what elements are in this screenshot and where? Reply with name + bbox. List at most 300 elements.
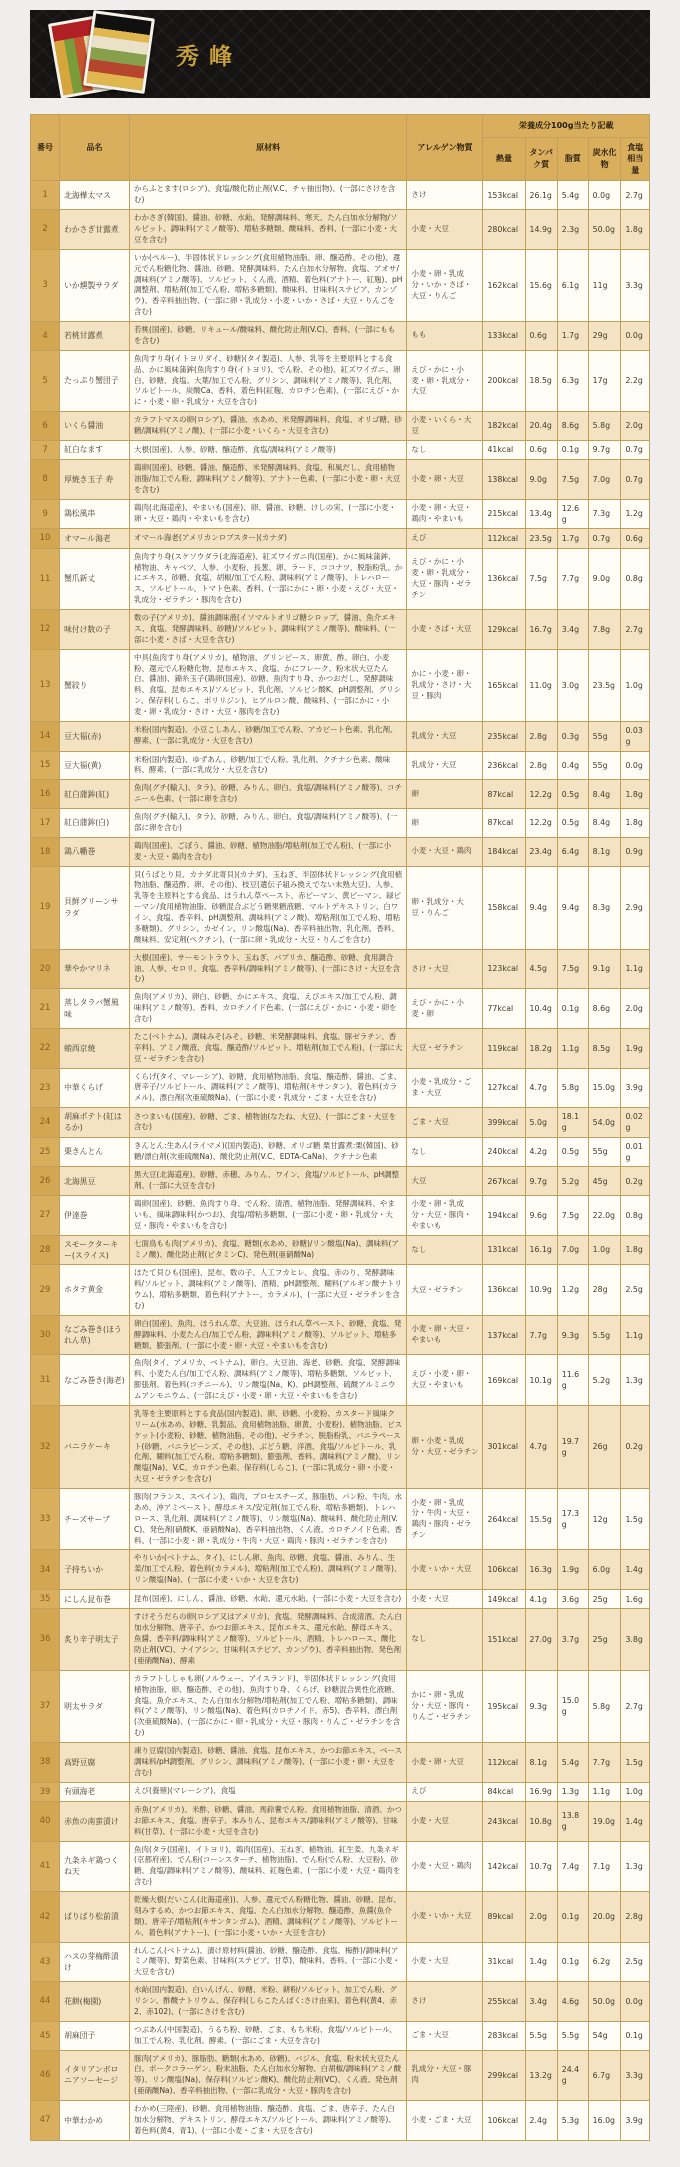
ingredients-cell: いか(ペルー)、半固体状ドレッシング(食用植物油脂、卵、醸造酢、その他)、還元でん粉糖化物、醤油、砂糖、発酵調味料、たん白加水分解物、食塩、アオサ/調味料(アミノ酸等)、ソルビット、くん液、酒精、着色料(アナトー、紅麹)、pH調整剤、増粘剤(加工でん粉、増粘多糖類)、酸味料、甘味料(ステビア、カンゾウ)、香辛料抽出物、(一部に卵・乳成分・小麦・いか・さば・大豆・りんごを含む) [130,249,407,321]
energy-cell: 165kcal [483,649,525,721]
carb-cell: 17g [588,350,621,411]
carb-cell: 12g [588,1489,621,1550]
energy-cell: 299kcal [483,2050,525,2101]
product-info-table [30,114,650,2141]
allergen-cell: 卵・小麦・乳成分・大豆・ゼラチン [407,1405,483,1488]
allergen-cell: 小麦・大豆・鶏肉 [407,1841,483,1892]
ingredients-cell: 魚肉(アメリカ)、卵白、砂糖、かにエキス、食塩、えびエキス/加工でん粉、調味料(アミノ酸等)、香料、カロチノイド色素、(一部にえび・かに・小麦・卵を含む) [130,989,407,1029]
product-name-cell: たっぷり蟹団子 [60,350,130,411]
fat-cell: 0.1g [557,1942,588,1982]
carb-cell: 6.0g [588,1550,621,1590]
protein-cell: 9.6g [525,1196,557,1236]
carb-cell: 8.4g [588,780,621,809]
energy-cell: 236kcal [483,751,525,780]
energy-cell: 283kcal [483,2021,525,2050]
protein-cell: 27.0g [525,1609,557,1670]
row-number-cell: 26 [31,1167,60,1196]
carb-cell: 23.5g [588,649,621,721]
table-row [31,1405,650,1488]
row-number-cell: 16 [31,780,60,809]
protein-cell: 18.2g [525,1028,557,1068]
energy-cell: 136kcal [483,1265,525,1316]
salt-cell: 1.8g [621,809,650,838]
salt-cell: 2.5g [621,1265,650,1316]
carb-cell: 7.0g [588,460,621,500]
energy-cell: 136kcal [483,548,525,609]
table-row [31,548,650,609]
fat-cell: 18.1g [557,1108,588,1138]
fat-cell: 0.4g [557,751,588,780]
carb-cell: 5.5g [588,1315,621,1355]
ingredients-cell: 鶏卵(国産)、砂糖、魚肉すり身、でん粉、清酒、植物油脂、発酵調味料、やまいも、風味調味料(かつお)、食塩/増粘多糖類、(一部に小麦・卵・乳成分・大豆・豚肉・やまいもを含む) [130,1196,407,1236]
fat-cell: 0.5g [557,780,588,809]
allergen-cell: かに・小麦・卵・乳成分・さけ・大豆・豚肉 [407,649,483,721]
energy-cell: 215kcal [483,499,525,529]
fat-cell: 3.4g [557,610,588,650]
salt-cell: 0.0g [621,751,650,780]
product-name-cell: わかさぎ甘露煮 [60,210,130,250]
ingredients-cell: 魚肉(グチ(輸入)、タラ)、砂糖、みりん、卵白、食塩/調味料(アミノ酸等)、(一部に卵を含む) [130,809,407,838]
allergen-cell: えび [407,1782,483,1801]
allergen-cell: さけ・大豆 [407,949,483,989]
carb-cell: 50.0g [588,1982,621,2022]
column-header-protein: タンパク質 [525,137,557,181]
row-number-cell: 36 [31,1609,60,1670]
carb-cell: 55g [588,721,621,751]
fat-cell: 8.6g [557,412,588,441]
salt-cell: 1.6g [621,1590,650,1609]
fat-cell: 3.7g [557,1609,588,1670]
energy-cell: 31kcal [483,1942,525,1982]
allergen-cell: 大豆・ゼラチン [407,1265,483,1316]
energy-cell: 243kcal [483,1801,525,1841]
fat-cell: 6.4g [557,837,588,866]
ingredients-cell: さつまいも(国産)、砂糖、ごま、植物油(なたね、大豆)、(一部にごま・大豆を含む) [130,1108,407,1138]
fat-cell: 9.4g [557,866,588,949]
table-row [31,1068,650,1108]
energy-cell: 133kcal [483,322,525,351]
protein-cell: 7.7g [525,1315,557,1355]
protein-cell: 10.9g [525,1265,557,1316]
energy-cell: 194kcal [483,1196,525,1236]
protein-cell: 4.5g [525,949,557,989]
product-name-cell: なごみ巻き(ほうれん草) [60,1315,130,1355]
ingredients-cell: 鶏肉(北海道産)、やまいも(国産)、卵、醤油、砂糖、けしの実、(一部に小麦・卵・大豆・鶏肉・やまいもを含む) [130,499,407,529]
row-number-cell: 44 [31,1982,60,2022]
ingredients-cell: 鶏肉(国産)、ごぼう、醤油、砂糖、植物油脂/増粘剤(加工でん粉)、(一部に小麦・大豆・鶏肉を含む) [130,837,407,866]
allergen-cell: 小麦・卵・大豆・鶏肉・やまいも [407,499,483,529]
product-name-cell: いか燻製サラダ [60,249,130,321]
row-number-cell: 46 [31,2050,60,2101]
product-name-cell: チーズサーブ [60,1489,130,1550]
carb-cell: 50.0g [588,210,621,250]
energy-cell: 138kcal [483,460,525,500]
salt-cell: 1.8g [621,780,650,809]
energy-cell: 182kcal [483,412,525,441]
product-name-cell: 子持ちいか [60,1550,130,1590]
ingredients-cell: 数の子(アメリカ)、醤油調味液(イソマルトオリゴ糖シロップ、醤油、魚介エキス、食塩、発酵調味料、砂糖)/ソルビット、調味料(アミノ酸等)、酸味料、(一部に小麦・さば・大豆を含む) [130,610,407,650]
table-row [31,1355,650,1406]
fat-cell: 0.1g [557,1892,588,1943]
salt-cell: 1.0g [621,649,650,721]
salt-cell: 0.03g [621,721,650,751]
product-name-cell: 華やかマリネ [60,949,130,989]
protein-cell: 4.7g [525,1405,557,1488]
ingredients-cell: 卵白(国産)、魚肉、ほうれん草、大豆油、ほうれん草ペースト、砂糖、食塩、発酵調味料、小麦たん白/加工でん粉、調味料(アミノ酸等)、ソルビット、増粘多糖類、膨張剤、(一部に小麦・卵・大豆・やまいもを含む) [130,1315,407,1355]
carb-cell: 55g [588,751,621,780]
carb-cell: 29g [588,322,621,351]
protein-cell: 23.4g [525,837,557,866]
salt-cell: 2.0g [621,412,650,441]
salt-cell: 0.9g [621,837,650,866]
protein-cell: 2.8g [525,721,557,751]
table-row [31,1609,650,1670]
carb-cell: 5.8g [588,412,621,441]
row-number-cell: 12 [31,610,60,650]
product-name-cell: なごみ巻き(海老) [60,1355,130,1406]
product-name-cell: 九条ネギ鶏つくね天 [60,1841,130,1892]
product-name-cell: スモークターキー(スライス) [60,1235,130,1265]
fat-cell: 1.1g [557,1028,588,1068]
ingredients-cell: 黒大豆(北海道産)、砂糖、赤穂、みりん、ワイン、食塩/ソルビトール、pH調整剤、(一部に大豆を含む) [130,1167,407,1196]
product-name-cell: 紅白蒲鉾(紅) [60,780,130,809]
protein-cell: 9.0g [525,460,557,500]
protein-cell: 0.6g [525,322,557,351]
row-number-cell: 38 [31,1743,60,1783]
product-name-cell: 高野豆腐 [60,1743,130,1783]
product-name-cell: 若桃甘露煮 [60,322,130,351]
carb-cell: 28g [588,1265,621,1316]
carb-cell: 8.4g [588,809,621,838]
salt-cell: 1.1g [621,1315,650,1355]
fat-cell: 15.0g [557,1670,588,1742]
table-row [31,2101,650,2141]
salt-cell: 1.8g [621,1235,650,1265]
product-name-cell: 味付け数の子 [60,610,130,650]
allergen-cell: なし [407,1235,483,1265]
ingredients-cell: 鶏卵(国産)、砂糖、醤油、醸造酢、米発酵調味料、食塩、和風だし、食用植物油脂/加工でん粉、調味料(アミノ酸等)、アナトー色素、(一部に小麦・卵・大豆を含む) [130,460,407,500]
salt-cell: 0.02g [621,1108,650,1138]
salt-cell: 3.9g [621,1068,650,1108]
ingredients-cell: くらげ(タイ、マレーシア)、砂糖、食用植物油脂、食塩、醸造酢、醤油、ごま、唐辛子/ソルビトール、調味料(アミノ酸等)、増粘剤(キサンタン)、着色料(カラメル)、漂白剤(次亜硫酸Na)、(一部に小麦・乳成分・ごま・大豆を含む) [130,1068,407,1108]
product-name-cell: 蟹爪新丈 [60,548,130,609]
energy-cell: 84kcal [483,1782,525,1801]
carb-cell: 54.0g [588,1108,621,1138]
product-name-cell: いくら醤油 [60,412,130,441]
carb-cell: 9.7g [588,440,621,459]
product-name-cell: 明太サラダ [60,1670,130,1742]
protein-cell: 1.4g [525,1942,557,1982]
allergen-cell: 小麦・大豆 [407,1590,483,1609]
table-row [31,1167,650,1196]
table-row [31,249,650,321]
fat-cell: 6.1g [557,249,588,321]
energy-cell: 131kcal [483,1235,525,1265]
allergen-cell: 卵 [407,809,483,838]
carb-cell: 16.0g [588,2101,621,2141]
product-name-cell: 栗きんとん [60,1137,130,1167]
fat-cell: 7.0g [557,1235,588,1265]
energy-cell: 169kcal [483,1355,525,1406]
row-number-cell: 7 [31,440,60,459]
table-row [31,1550,650,1590]
ingredients-cell: すけそうだらの卵(ロシア又はアメリカ)、食塩、発酵調味料、合成清酒、たん白加水分解物、唐辛子、かつお節エキス、昆布エキス、還元水飴、酵母エキス、魚醤、香辛料/調味料(アミノ酸等)、ソルビトール、酒精、トレハロース、酸化防止剤(VC)、ナイアシン、甘味料(ステビア、カンゾウ)、香辛料抽出物、発色剤(亜硝酸Na)、酵素 [130,1609,407,1670]
table-row [31,1743,650,1783]
protein-cell: 5.5g [525,2021,557,2050]
fat-cell: 7.5g [557,1196,588,1236]
allergen-cell: なし [407,1609,483,1670]
salt-cell: 3.8g [621,1609,650,1670]
energy-cell: 119kcal [483,1028,525,1068]
product-name-cell: 貝鮮グリーンサラダ [60,866,130,949]
allergen-cell: えび・小麦・卵・大豆・やまいも [407,1355,483,1406]
protein-cell: 10.8g [525,1801,557,1841]
fat-cell: 7.5g [557,460,588,500]
row-number-cell: 1 [31,181,60,210]
protein-cell: 26.1g [525,181,557,210]
fat-cell: 2.3g [557,210,588,250]
fat-cell: 1.7g [557,529,588,548]
row-number-cell: 33 [31,1489,60,1550]
energy-cell: 123kcal [483,949,525,989]
carb-cell: 8.1g [588,837,621,866]
energy-cell: 142kcal [483,1841,525,1892]
ingredients-cell: 魚肉(グチ(輸入)、タラ)、砂糖、みりん、卵白、食塩/調味料(アミノ酸等)、コチニール色素、(一部に卵を含む) [130,780,407,809]
protein-cell: 16.1g [525,1235,557,1265]
salt-cell: 1.5g [621,1743,650,1783]
carb-cell: 7.8g [588,610,621,650]
product-name-cell: 北海黒豆 [60,1167,130,1196]
salt-cell: 2.7g [621,1670,650,1742]
product-name-cell: 鶏八幡巻 [60,837,130,866]
fat-cell: 19.7g [557,1405,588,1488]
ingredients-cell: からふとます(ロシア)、食塩/酸化防止剤(V.C、チャ抽出物)、(一部にさけを含む) [130,181,407,210]
table-row [31,460,650,500]
salt-cell: 1.5g [621,1489,650,1550]
carb-cell: 7.1g [588,1841,621,1892]
table-row [31,809,650,838]
table-row [31,1782,650,1801]
row-number-cell: 13 [31,649,60,721]
table-row [31,1196,650,1236]
energy-cell: 149kcal [483,1590,525,1609]
carb-cell: 54g [588,2021,621,2050]
table-row [31,837,650,866]
row-number-cell: 4 [31,322,60,351]
allergen-cell: 小麦・卵・乳成分・牛肉・大豆・鶏肉・豚肉・ゼラチン [407,1489,483,1550]
fat-cell: 5.8g [557,1068,588,1108]
ingredients-cell: 七面鳥もも肉(アメリカ)、食塩、糖類(水あめ、砂糖)/リン酸塩(Na)、調味料(アミノ酸)、酸化防止剤(ビタミンC)、発色剤(亜硝酸Na) [130,1235,407,1265]
salt-cell: 0.2g [621,1167,650,1196]
ingredients-cell: 乾燥大根(だいこん(北海道産))、人参、還元でん粉糖化物、醤油、砂糖、昆布、刻みするめ、かつお節エキス、食塩、たん白加水分解物、醸造酢、魚醤(魚介類)、唐辛子/増粘剤(キサンタンガム)、酒精、調味料(アミノ酸等)、ソルビトール、着色料(アナトー)、(一部に小麦・いか・大豆を含む) [130,1892,407,1943]
table-row [31,350,650,411]
row-number-cell: 28 [31,1235,60,1265]
product-name-cell: 豆大福(赤) [60,721,130,751]
column-header-fat: 脂質 [557,137,588,181]
salt-cell: 3.3g [621,249,650,321]
fat-cell: 4.6g [557,1982,588,2022]
energy-cell: 240kcal [483,1137,525,1167]
carb-cell: 9.1g [588,949,621,989]
table-row [31,866,650,949]
allergen-cell: なし [407,440,483,459]
row-number-cell: 22 [31,1028,60,1068]
ingredients-cell: 赤魚(アメリカ)、米酢、砂糖、醤油、馬鈴薯でん粉、食用植物油脂、清酒、かつお節エキス、食塩、唐辛子、本みりん、昆布エキス/調味料(アミノ酸等)、甘味料(甘草)、(一部に小麦・大豆を含む) [130,1801,407,1841]
allergen-cell: 小麦・卵・大豆 [407,1743,483,1783]
protein-cell: 23.5g [525,529,557,548]
allergen-cell: 小麦・大豆 [407,1801,483,1841]
row-number-cell: 30 [31,1315,60,1355]
ingredients-cell: えび(養殖)(マレーシア)、食塩 [130,1782,407,1801]
allergen-cell: 乳成分・大豆 [407,721,483,751]
energy-cell: 184kcal [483,837,525,866]
allergen-cell: 小麦・さば・大豆 [407,610,483,650]
energy-cell: 264kcal [483,1489,525,1550]
column-header-nutrition-group: 栄養成分100g当たり記載 [483,115,650,138]
row-number-cell: 23 [31,1068,60,1108]
fat-cell: 0.5g [557,809,588,838]
allergen-cell: 小麦・卵・大豆 [407,460,483,500]
salt-cell: 0.7g [621,460,650,500]
protein-cell: 7.5g [525,548,557,609]
protein-cell: 4.2g [525,1137,557,1167]
table-row [31,1670,650,1742]
fat-cell: 0.3g [557,721,588,751]
row-number-cell: 21 [31,989,60,1029]
table-row [31,181,650,210]
row-number-cell: 31 [31,1355,60,1406]
osechi-photo-icon [83,10,155,94]
product-name-cell: 蟹絞り [60,649,130,721]
table-row [31,2021,650,2050]
energy-cell: 200kcal [483,350,525,411]
product-name-cell: 中華わかめ [60,2101,130,2141]
salt-cell: 2.0g [621,989,650,1029]
row-number-cell: 35 [31,1590,60,1609]
column-header-name: 品名 [60,115,130,181]
energy-cell: 399kcal [483,1108,525,1138]
salt-cell: 2.9g [621,866,650,949]
table-row [31,780,650,809]
protein-cell: 16.7g [525,610,557,650]
salt-cell: 1.9g [621,1028,650,1068]
ingredients-cell: れんこん(ベトナム)、漬け原材料(醤油、砂糖、醸造酢、食塩、梅酢)/調味料(アミノ酸等)、野菜色素、甘味料(ステビア、甘草)、酸味料、香料、(一部に小麦・大豆を含む) [130,1942,407,1982]
protein-cell: 0.6g [525,440,557,459]
table-row [31,1801,650,1841]
carb-cell: 26g [588,1405,621,1488]
table-row [31,1265,650,1316]
row-number-cell: 5 [31,350,60,411]
carb-cell: 25g [588,1590,621,1609]
row-number-cell: 41 [31,1841,60,1892]
ingredients-cell: 豚肉(アメリカ)、豚脂肪、糖類(水あめ、砂糖)、バジル、食塩、粉末状大豆たん白、ポークコラーゲン、粉末油脂、たん白加水分解物、白胡椒/調味料(アミノ酸等)、リン酸塩(Na)、保存料(ソルビン酸K)、酸化防止剤(VC)、くん液、発色剤(亜硝酸Na)、香辛料抽出物、(一部に乳成分・大豆・豚肉を含む) [130,2050,407,2101]
product-name-cell: 厚焼き玉子 寿 [60,460,130,500]
salt-cell: 1.3g [621,1355,650,1406]
allergen-cell: 小麦・大豆 [407,210,483,250]
energy-cell: 158kcal [483,866,525,949]
fat-cell: 7.5g [557,949,588,989]
protein-cell: 4.1g [525,1590,557,1609]
row-number-cell: 9 [31,499,60,529]
row-number-cell: 6 [31,412,60,441]
row-number-cell: 34 [31,1550,60,1590]
carb-cell: 0.0g [588,181,621,210]
row-number-cell: 18 [31,837,60,866]
carb-cell: 25g [588,1609,621,1670]
table-row [31,322,650,351]
table-row [31,1235,650,1265]
ingredients-cell: 凍り豆腐(国内製造)、砂糖、醤油、食塩、昆布エキス、かつお節エキス、ベース調味料/pH調整剤、グリシン、調味料(アミノ酸等)、(一部に小麦・卵・大豆を含む) [130,1743,407,1783]
energy-cell: 41kcal [483,440,525,459]
protein-cell: 9.3g [525,1670,557,1742]
allergen-cell: えび [407,529,483,548]
product-name-cell: 炙り辛子明太子 [60,1609,130,1670]
ingredients-cell: カラフトマスの卵(ロシア)、醤油、水あめ、米発酵調味料、食塩、オリゴ糖、砂糖/調味料(アミノ酸)、(一部に小麦・いくら・大豆を含む) [130,412,407,441]
allergen-cell: 小麦・いか・大豆 [407,1892,483,1943]
protein-cell: 18.5g [525,350,557,411]
product-name-cell: イタリアンボロニアソーセージ [60,2050,130,2101]
salt-cell: 1.4g [621,1801,650,1841]
energy-cell: 106kcal [483,1550,525,1590]
salt-cell: 0.8g [621,1196,650,1236]
ingredients-cell: 魚肉すり身(イトヨリダイ、砂糖)(タイ製造)、人参、乳等を主要原料とする食品、かに風味蒲鉾(魚肉すり身(イトヨリ)、でん粉、その他)、紅ズワイガニ、卵白、砂糖、食塩、大葉/加工でん粉、グリシン、調味料(アミノ酸等)、乳化剤、ソルビトール、炭酸Ca、香料、着色料(紅麹、カロチン色素)、(一部にえび・かに・小麦・卵・乳成分・大豆を含む) [130,350,407,411]
row-number-cell: 37 [31,1670,60,1742]
product-name-cell: 鶏松風串 [60,499,130,529]
fat-cell: 5.4g [557,1743,588,1783]
allergen-cell: 小麦・いか・大豆 [407,1550,483,1590]
table-row [31,499,650,529]
protein-cell: 12.2g [525,809,557,838]
product-name-cell: 蛸西京焼 [60,1028,130,1068]
carb-cell: 1.0g [588,1235,621,1265]
carb-cell: 8.6g [588,989,621,1029]
fat-cell: 3.6g [557,1590,588,1609]
protein-cell: 9.7g [525,1167,557,1196]
ingredients-cell: 貝(うばとり貝、カナダ北寄貝)(カナダ)、玉ねぎ、半固体状ドレッシング(食用植物油脂、醸造酢、卵、その他)、枝豆(遺伝子組み換えでない未熟大豆)、人参、乳等を主原料とする食品、ほうれん草ペースト、赤ピーマン、黄ピーマン、緑ピーマン/食用植物油脂、砂糖混合ぶどう糖果糖液糖、マルトデキストリン、白ワイン、食塩、香辛料、pH調整剤、調味料(アミノ酸)、増粘剤(加工でん粉、増粘多糖類)、グリシン、カゼイン、リン酸塩(Na)、香辛料抽出物、乳化剤、香料、酸味料、安定剤(ペクチン)、(一部に卵・乳成分・大豆・りんごを含む) [130,866,407,949]
salt-cell: 1.4g [621,1550,650,1590]
allergen-cell: えび・かに・小麦・卵・乳成分・大豆 [407,350,483,411]
ingredients-cell: ほたて貝ひも(国産)、昆布、数の子、人工フカヒレ、食塩、赤のり、発酵調味料/ソルビット、調味料(アミノ酸等)、酒精、pH調整剤、糊料(アルギン酸ナトリウム)、増粘多糖類、着色料(アナトー、カラメル)、(一部に大豆・ゼラチンを含む) [130,1265,407,1316]
table-header [31,115,650,181]
carb-cell: 55g [588,1137,621,1167]
salt-cell: 2.8g [621,1892,650,1943]
protein-cell: 10.4g [525,989,557,1029]
energy-cell: 112kcal [483,529,525,548]
carb-cell: 11g [588,249,621,321]
column-header-allergen: アレルゲン物質 [407,115,483,181]
row-number-cell: 47 [31,2101,60,2141]
salt-cell: 0.7g [621,440,650,459]
allergen-cell: なし [407,1137,483,1167]
osechi-photo-thumbnail [52,12,148,96]
page-title: 秀峰 [176,43,242,70]
table-row [31,1137,650,1167]
energy-cell: 151kcal [483,1609,525,1670]
ingredients-cell: カラフトししゃも卵(ノルウェー、アイスランド)、半固体状ドレッシング(食用植物油脂、卵、醸造酢、その他)、魚肉すり身、くらげ、砂糖混合異性化液糖、食塩、魚介エキス、たん白加水分解物/増粘剤(加工でん粉、増粘多糖類)、調味料(アミノ酸等)、リン酸塩(Na)、着色料(カロチノイド、赤5)、香辛料、漂白剤(次亜硫酸Na)、(一部にかに・卵・乳成分・大豆・豚肉・りんご・ゼラチンを含む) [130,1670,407,1742]
product-name-cell: 蒸しタラバ蟹風味 [60,989,130,1029]
allergen-cell: 乳成分・大豆・豚肉 [407,2050,483,2101]
row-number-cell: 45 [31,2021,60,2050]
fat-cell: 0.1g [557,989,588,1029]
energy-cell: 301kcal [483,1405,525,1488]
protein-cell: 5.0g [525,1108,557,1138]
salt-cell: 1.1g [621,949,650,989]
carb-cell: 15.0g [588,1068,621,1108]
energy-cell: 89kcal [483,1892,525,1943]
ingredients-cell: たこ(ベトナム)、調味みそ(みそ、砂糖、米発酵調味料、食塩、豚ゼラチン、香辛料)、アミノ酸液、食塩、醸造酢/ソルビット、増粘剤(加工でん粉)、(一部に大豆・ゼラチンを含む) [130,1028,407,1068]
protein-cell: 13.2g [525,2050,557,2101]
energy-cell: 255kcal [483,1982,525,2022]
